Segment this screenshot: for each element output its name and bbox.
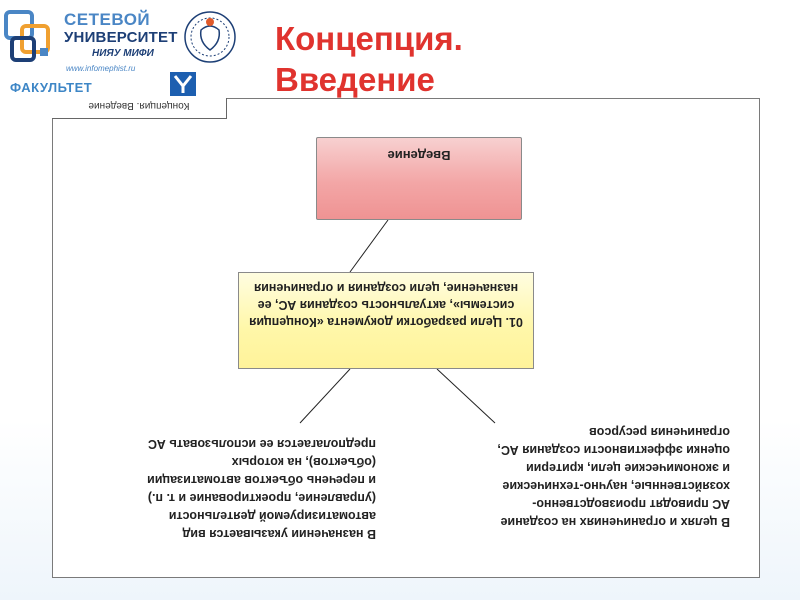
header	[0, 0, 800, 110]
faculty-label: ФАКУЛЬТЕТ	[10, 80, 93, 95]
logo-squares-icon	[4, 8, 54, 66]
diagram-leaf-purpose: В назначении указывается вид автоматизируемой деятельности (управление, проектирование и т. п.) и перечень объектов автоматизации (объектов), на которых предполагается ее использовать АС	[147, 437, 376, 541]
university-logo[interactable]	[4, 8, 176, 72]
faculty-logo-icon	[170, 72, 196, 96]
logo-url: www.infomephist.ru	[66, 64, 136, 73]
university-emblem-icon	[183, 8, 237, 66]
diagram-tab[interactable]	[52, 98, 227, 119]
node-goals-label: 01. Цели разработки документа «Концепция системы», актуальность создания АС, ее назначение, цели создания и ограничения	[249, 281, 523, 329]
diagram-node-goals[interactable]	[238, 272, 534, 369]
logo-text-mephi: НИЯУ МИФИ	[92, 48, 154, 59]
page-title	[275, 18, 463, 100]
logo-text-university: УНИВЕРСИТЕТ	[64, 29, 178, 46]
logo-text-network: СЕТЕВОЙ	[64, 10, 151, 29]
page-title-line2: Введение	[275, 61, 435, 98]
page-title-line1: Концепция.	[275, 20, 463, 57]
node-introduction-label: Введение	[387, 148, 451, 163]
diagram-node-introduction[interactable]	[316, 137, 522, 220]
diagram-leaf-goals-constraints: В целях и ограничениях на создание АС приводят производственно- хозяйственные, научно-технические и экономические цели, критерии оценки эффективности создания АС, ограничения ресурсов	[497, 425, 730, 529]
diagram-tab-label: Концепция. Введение	[88, 100, 190, 111]
